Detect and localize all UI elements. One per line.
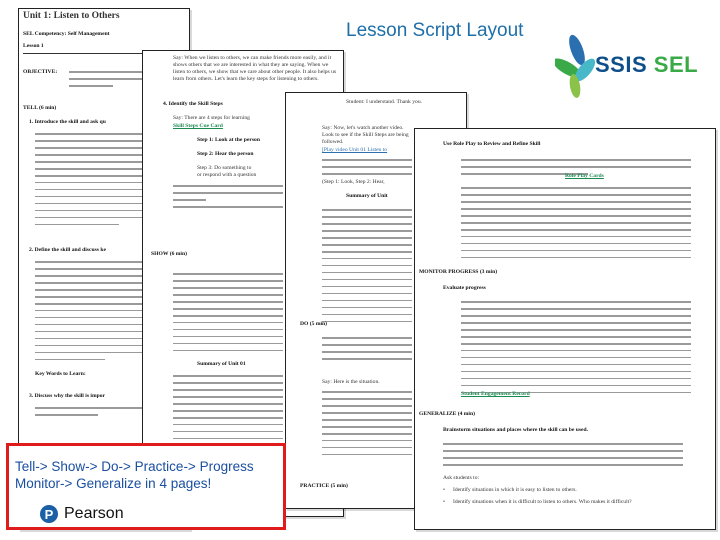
step-look-hear: (Step 1: Look, Step 2: Hear, [322, 179, 385, 185]
step-look: Step 1: Look at the person [197, 137, 260, 143]
step-2-heading: 2. Define the skill and discuss ke [29, 247, 106, 253]
callout-line-1: Tell-> Show-> Do-> Practice-> Progress [15, 459, 254, 474]
role-play-heading: Use Role Play to Review and Refine Skill [443, 141, 541, 147]
leaf-icon [555, 30, 599, 100]
sel-text: SEL [653, 52, 699, 77]
ssis-wordmark [595, 52, 698, 78]
evaluate-progress: Evaluate progress [443, 285, 486, 291]
student-line: Student: I understand. Thank you. [346, 99, 423, 105]
key-words-label: Key Words to Learn: [35, 371, 86, 377]
step-1-heading: 1. Introduce the skill and ask qu [29, 119, 106, 125]
say-video: Say: Now, let's watch another video. Look to see if the Skill Steps are being followed. [322, 125, 409, 145]
say-steps: Say: There are 4 steps for learning [173, 115, 250, 121]
monitor-progress-label: MONITOR PROGRESS (3 min) [419, 269, 498, 275]
pearson-icon: P [40, 505, 58, 523]
ssis-sel-logo [555, 30, 715, 105]
ssis-text: SSIS [595, 52, 648, 77]
say-situation: Say: Here is the situation. [322, 379, 380, 385]
step-4-heading: 4. Identify the Skill Steps [163, 101, 223, 107]
competency-label: SEL Competency: Self Management [23, 31, 110, 37]
text-lines [461, 187, 691, 264]
unit-title: Unit 1: Listen to Others [23, 11, 120, 21]
lesson-page-4 [414, 128, 716, 530]
role-play-cards-link[interactable]: Role Play Cards [565, 173, 604, 179]
step-hear: Step 2: Hear the person [197, 151, 254, 157]
text-lines [322, 391, 412, 461]
engagement-record-link[interactable]: Student Engagement Record [461, 391, 530, 397]
bullet-difficult: Identify situations when it is difficult to listen to others. Who makes it difficult? [453, 499, 632, 505]
intro-paragraph: Say: When we listen to others, we can make friends more easily, and it shows others that we are interested in what they are saying. When we listen to others, we show that we care about other people. It also helps us learn from others. Let's learn the key steps for listening to others. [173, 55, 337, 82]
ask-students: Ask students to: [443, 475, 480, 481]
text-lines [173, 185, 283, 213]
bullet-easy: Identify situations in which it is easy to listen to others. [453, 487, 577, 493]
pearson-wordmark: Pearson [64, 505, 124, 522]
text-lines [322, 209, 412, 328]
generalize-label: GENERALIZE (4 min) [419, 411, 475, 417]
summary-heading: Summary of Unit 01 [197, 361, 246, 367]
bullet-dot: • [443, 487, 445, 493]
bullet-dot: • [443, 499, 445, 505]
show-label: SHOW (6 min) [151, 251, 187, 257]
step-do-continued: or respond with a question [197, 172, 257, 178]
text-lines [322, 337, 412, 365]
text-lines [173, 375, 283, 452]
do-label: DO (5 min) [300, 321, 328, 327]
pearson-logo [40, 505, 124, 523]
step-3-heading: 3. Discuss why the skill is impor [29, 393, 105, 399]
text-lines [322, 159, 412, 180]
step-do: Step 3: Do something to [197, 165, 252, 171]
slide-heading: Lesson Script Layout [342, 20, 527, 42]
play-video-link[interactable]: [Play video Unit 01 Listen to [322, 147, 388, 153]
summary-heading: Summary of Unit [346, 193, 388, 199]
callout-line-2: Monitor-> Generalize in 4 pages! [15, 476, 212, 491]
objective-label: OBJECTIVE: [23, 69, 58, 75]
skill-steps-link[interactable]: Skill Steps Cue Card [173, 123, 223, 129]
text-lines [443, 443, 683, 471]
lesson-label: Lesson 1 [23, 43, 44, 49]
text-lines [173, 273, 283, 357]
practice-label: PRACTICE (5 min) [300, 483, 348, 489]
tell-label: TELL (6 min) [23, 105, 57, 111]
text-lines [461, 301, 691, 399]
brainstorm-line: Brainstorm situations and places where the skill can be used. [443, 427, 589, 433]
